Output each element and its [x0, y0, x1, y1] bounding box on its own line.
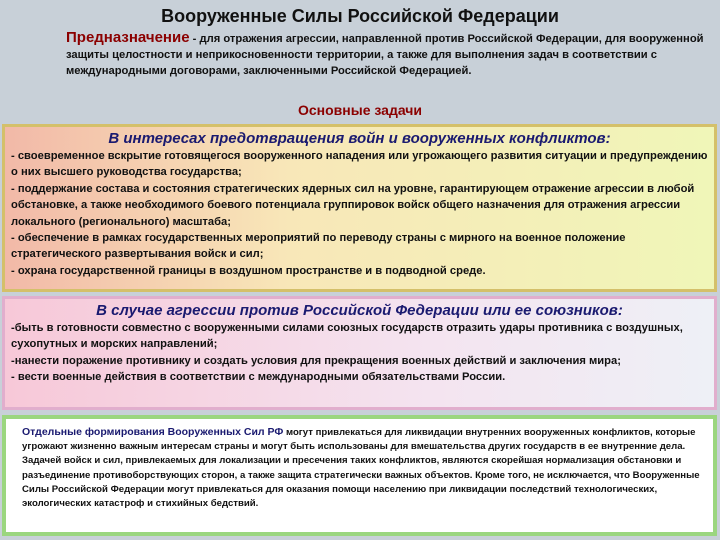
aggression-box: [2, 296, 717, 410]
list-item: - обеспечение в рамках государственных мероприятий по переводу страны с мирного на военное положение стратегического развертывания войск и сил;: [11, 232, 626, 261]
list-item: -нанести поражение противнику и создать условия для прекращения военных действий и заключения мира;: [11, 354, 621, 367]
list-item: -быть в готовности совместно с вооруженными силами союзных государств отразить удары противника с воздушных, сухопутных и морских направлений;: [11, 322, 683, 351]
prevention-box: [2, 124, 717, 292]
note-lead: Отдельные формирования Вооруженных Сил РФ: [22, 426, 284, 438]
purpose-text: - для отражения агрессии, направленной против Российской Федерации, для вооруженной защиты целостности и неприкосновенности территории, а также для выполнения задач в соответствии с международными договорами, заключенными Российской Федерацией.: [66, 33, 704, 77]
list-item: - своевременное вскрытие готовящегося вооруженного нападения или угрожающего развития ситуации и предупреждению о них высшего руководства государства;: [11, 150, 708, 179]
tasks-title: Основные задачи: [298, 102, 422, 118]
list-item: - поддержание состава и состояния стратегических ядерных сил на уровне, гарантирующем отражение агрессии в любой обстановке, а также необходимого боевого потенциала группировок войск общего назначения для отражения агрессии локального (регионального) масштаба;: [11, 182, 695, 228]
note-box: [2, 415, 717, 536]
purpose-label: Предназначение: [66, 29, 190, 46]
aggression-heading: В случае агрессии против Российской Федерации или ее союзников:: [96, 302, 623, 319]
list-item: - вести военные действия в соответствии с международными обязательствами России.: [11, 371, 506, 384]
list-item: - охрана государственной границы в воздушном пространстве и в подводной среде.: [11, 264, 486, 277]
page-title: Вооруженные Силы Российской Федерации: [161, 6, 559, 26]
aggression-list: [11, 320, 708, 386]
purpose-paragraph: [66, 30, 706, 79]
prevention-heading: В интересах предотвращения войн и вооруженных конфликтов:: [108, 130, 611, 147]
prevention-list: [11, 148, 708, 279]
note-text: могут привлекаться для ликвидации внутренних вооруженных конфликтов, которые угрожают жизненно важным интересам страны и могут быть использованы для вмешательства других государств в ее внутренние дела. Задачей войск и сил, привлекаемых для локализации и пресечения таких конфликтов, являются скорейшая нормализация обстановки и разъединение противоборствующих сторон, а также защита стратегически важных объектов. Кроме того, не исключается, что Вооруженные Силы Российской Федерации могут привлекаться для оказания помощи населению при ликвидации последствий технологических, экологических катастроф и стихийных бедствий.: [22, 427, 700, 510]
